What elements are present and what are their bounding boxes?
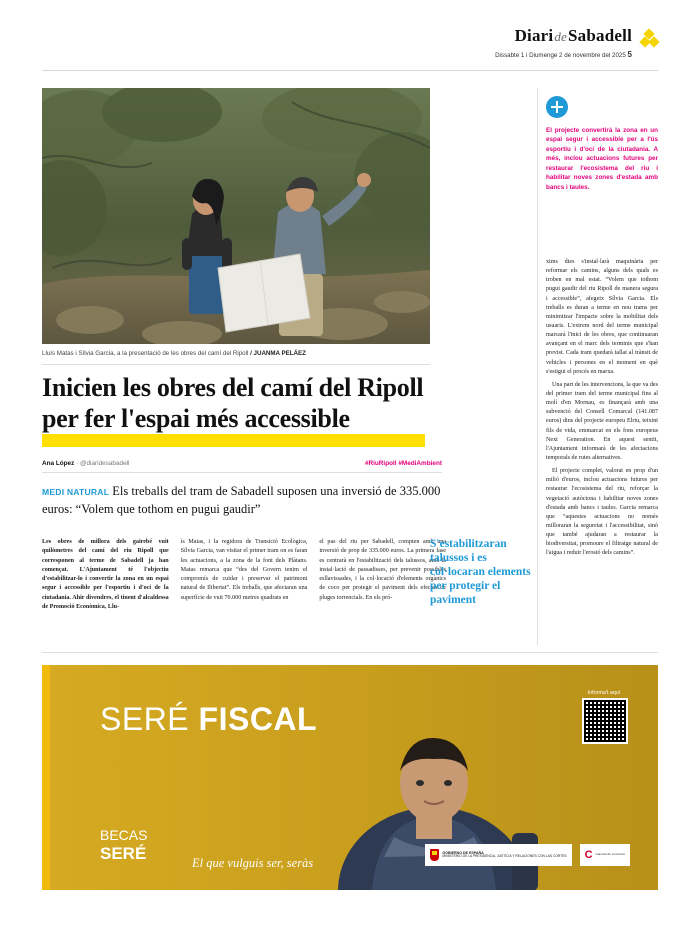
chamber-logo-mark: C	[584, 849, 593, 861]
newspaper-logo	[515, 26, 632, 46]
photo-credit: / JUANMA PELÁEZ	[250, 350, 306, 357]
ad-top-divider	[42, 652, 658, 653]
page-number: 5	[627, 50, 632, 59]
ad-accent-band	[42, 665, 50, 890]
chamber-logo-text: Cámara de Comercio	[595, 852, 625, 857]
rail-lead-text: El projecte convertirà la zona en un espai segur i accessible per a l'ús esportiu i d'oci de la ciutadania. A més, inclou actuacions futures per restaurar l'ecosistema del riu i habilitar noves zones d'estada amb bancs i taules.	[546, 127, 658, 191]
rail-paragraph: xims dies s'instal·larà maquinària per reformar els camins, alguns dels quals es troben en mal estat. “Volem que tothom pugui gaudir del riu Ripoll de manera segura i accessible”, afegeix Sílvia Garcia. Els treballs es duran a terme en nou trams per minimitzar l'impacte sobre la mobilitat dels usuaris. L'extrem nord del terme municipal marcarà l'inici de les obres, que continuaran avançant en el marc dels terminis que s'han previst. Cada tram quedarà tallat al trànsit de vehicles i persones en el moment en què s'estigui el procés en marxa.	[546, 259, 658, 375]
gov-logo-text	[442, 851, 566, 859]
paper-map	[218, 254, 310, 332]
ad-program-name	[100, 828, 147, 863]
logo-sabadell: Sabadell	[568, 26, 632, 45]
diamond-logo-icon	[641, 30, 658, 47]
body-column-3	[319, 538, 446, 648]
ad-sponsor-logos	[425, 844, 630, 866]
photo-caption	[42, 350, 430, 358]
chamber-logo	[580, 844, 630, 866]
plus-icon[interactable]	[546, 96, 568, 118]
caption-divider	[42, 364, 430, 365]
rail-paragraph: Una part de les intervencions, la que va des del primer tram del terme municipal fins al molí d'en Mornau, es finançarà amb una subvenció del Consell Comarcal (141.087 euros) dins del projecte europeu Elriu, teixint fils de vida, emmarcat en els fons europeus Next Generation. En aquest sentit, l'Ajuntament informarà de les afectacions temporals de rutes alternatives.	[546, 381, 658, 461]
ad-becas-line2: SERÉ	[100, 843, 147, 863]
masthead-divider	[42, 70, 658, 71]
caption-text: Lluís Matas i Sílvia Garcia, a la presentació de les obres del camí del Ripoll	[42, 350, 249, 357]
shield-icon	[430, 849, 439, 861]
rail-paragraph: El projecte complet, valorat en prop d'un milió d'euros, inclou actuacions futures per restaurar l'ecosistema del riu, reforçar la vegetació autòctona i habilitar noves zones d'estada amb bancs i taules. Garcia remarca que “aquestes actuacions no només milloraran la seguretat i l'accessibilitat, sinó que també ajudaran a restaurar la biodiversitat, promoure el filtratge natural de l'aigua i reduir l'erosió dels camins”.	[546, 468, 658, 557]
byline-divider	[42, 472, 442, 473]
page-title: Inicien les obres del camí del Ripoll per fer l'espai més accessible	[42, 373, 424, 434]
ad-title-bold: FISCAL	[198, 701, 318, 737]
photo-illustration	[42, 88, 430, 344]
body-column-2	[181, 538, 308, 648]
qr-code-icon[interactable]	[582, 698, 628, 744]
body-column-1	[42, 538, 169, 648]
gov-logo-sub: MINISTERIO DE LA PRESIDENCIA, JUSTICIA Y RELACIONES CON LAS CORTES	[442, 854, 567, 859]
body-paragraph: el pas del riu per Sabadell, compten amb una inversió de prop de 335.000 euros. La primera fase es centrarà en l'estabilització dels talussos, amb la instal·lació de passadisses, per prevenir possibles esllavissades, i la col·locació d'elements orgànics de coco per protegir el paviment dels efectes de pluges torrencials. En els pró-	[319, 539, 447, 601]
subhead-text: Els treballs del tram de Sabadell suposen una inversió de 335.000 euros: “Volem que tothom en pugui gaudir”	[42, 484, 441, 517]
gov-logo	[425, 844, 571, 866]
advertisement[interactable]	[42, 665, 658, 890]
ad-title	[100, 701, 317, 738]
gov-logo-title: GOBIERNO DE ESPAÑA	[442, 851, 484, 856]
hashtag-list[interactable]: #RiuRipoll #MediAmbient	[364, 460, 442, 467]
masthead	[42, 24, 658, 68]
rail-divider	[537, 88, 538, 645]
article-body	[42, 538, 446, 648]
author-name: Ana López	[42, 460, 75, 467]
ad-becas-line1: BECAS	[100, 827, 148, 843]
body-paragraph: Les obres de millora dels gairebé vuit quilòmetres del camí del riu Ripoll que corresponen al terme de Sabadell ja han començat. L'Ajuntament té l'objectiu d'estabilitzar-lo i convertir la zona en un espai segur i accessible per l'esportiu i d'oci de la ciutadania. Ahir divendres, el tinent d'alcaldessa de Promoció Econòmica, Llu-	[42, 539, 169, 610]
date-text: Dissabte 1 i Diumenge 2 de novembre del 2025	[495, 52, 626, 59]
logo-de: de	[554, 29, 568, 44]
qr-label: Informa't aquí	[587, 690, 621, 696]
ad-title-light: SERÉ	[100, 701, 199, 737]
article-subhead	[42, 482, 446, 518]
rail-body	[546, 258, 658, 563]
edition-date	[495, 50, 632, 59]
section-kicker: MEDI NATURAL	[42, 487, 110, 497]
body-paragraph: ís Matas, i la regidora de Transició Ecològica, Sílvia Garcia, van visitar el primer tram on es faran les actuacions, a la zona de la font dels Plàtans. Matas remarca que “des del Govern tenim el compromís de cuidar i preservar el patrimoni natural de Ilibertat”. Els treballs, que afectaran una superfície de vuit 70.000 metres quadrats en	[180, 539, 308, 601]
highlight-bar	[42, 434, 425, 447]
pull-quote: S'estabilitzaran talussos i es col·locaran elements per protegir el paviment	[430, 538, 531, 607]
author-handle: · @diaridesabadell	[76, 460, 130, 467]
article-photo	[42, 88, 430, 344]
ad-slogan: El que vulguis ser, seràs	[192, 856, 314, 870]
logo-diari: Diari	[514, 26, 554, 45]
